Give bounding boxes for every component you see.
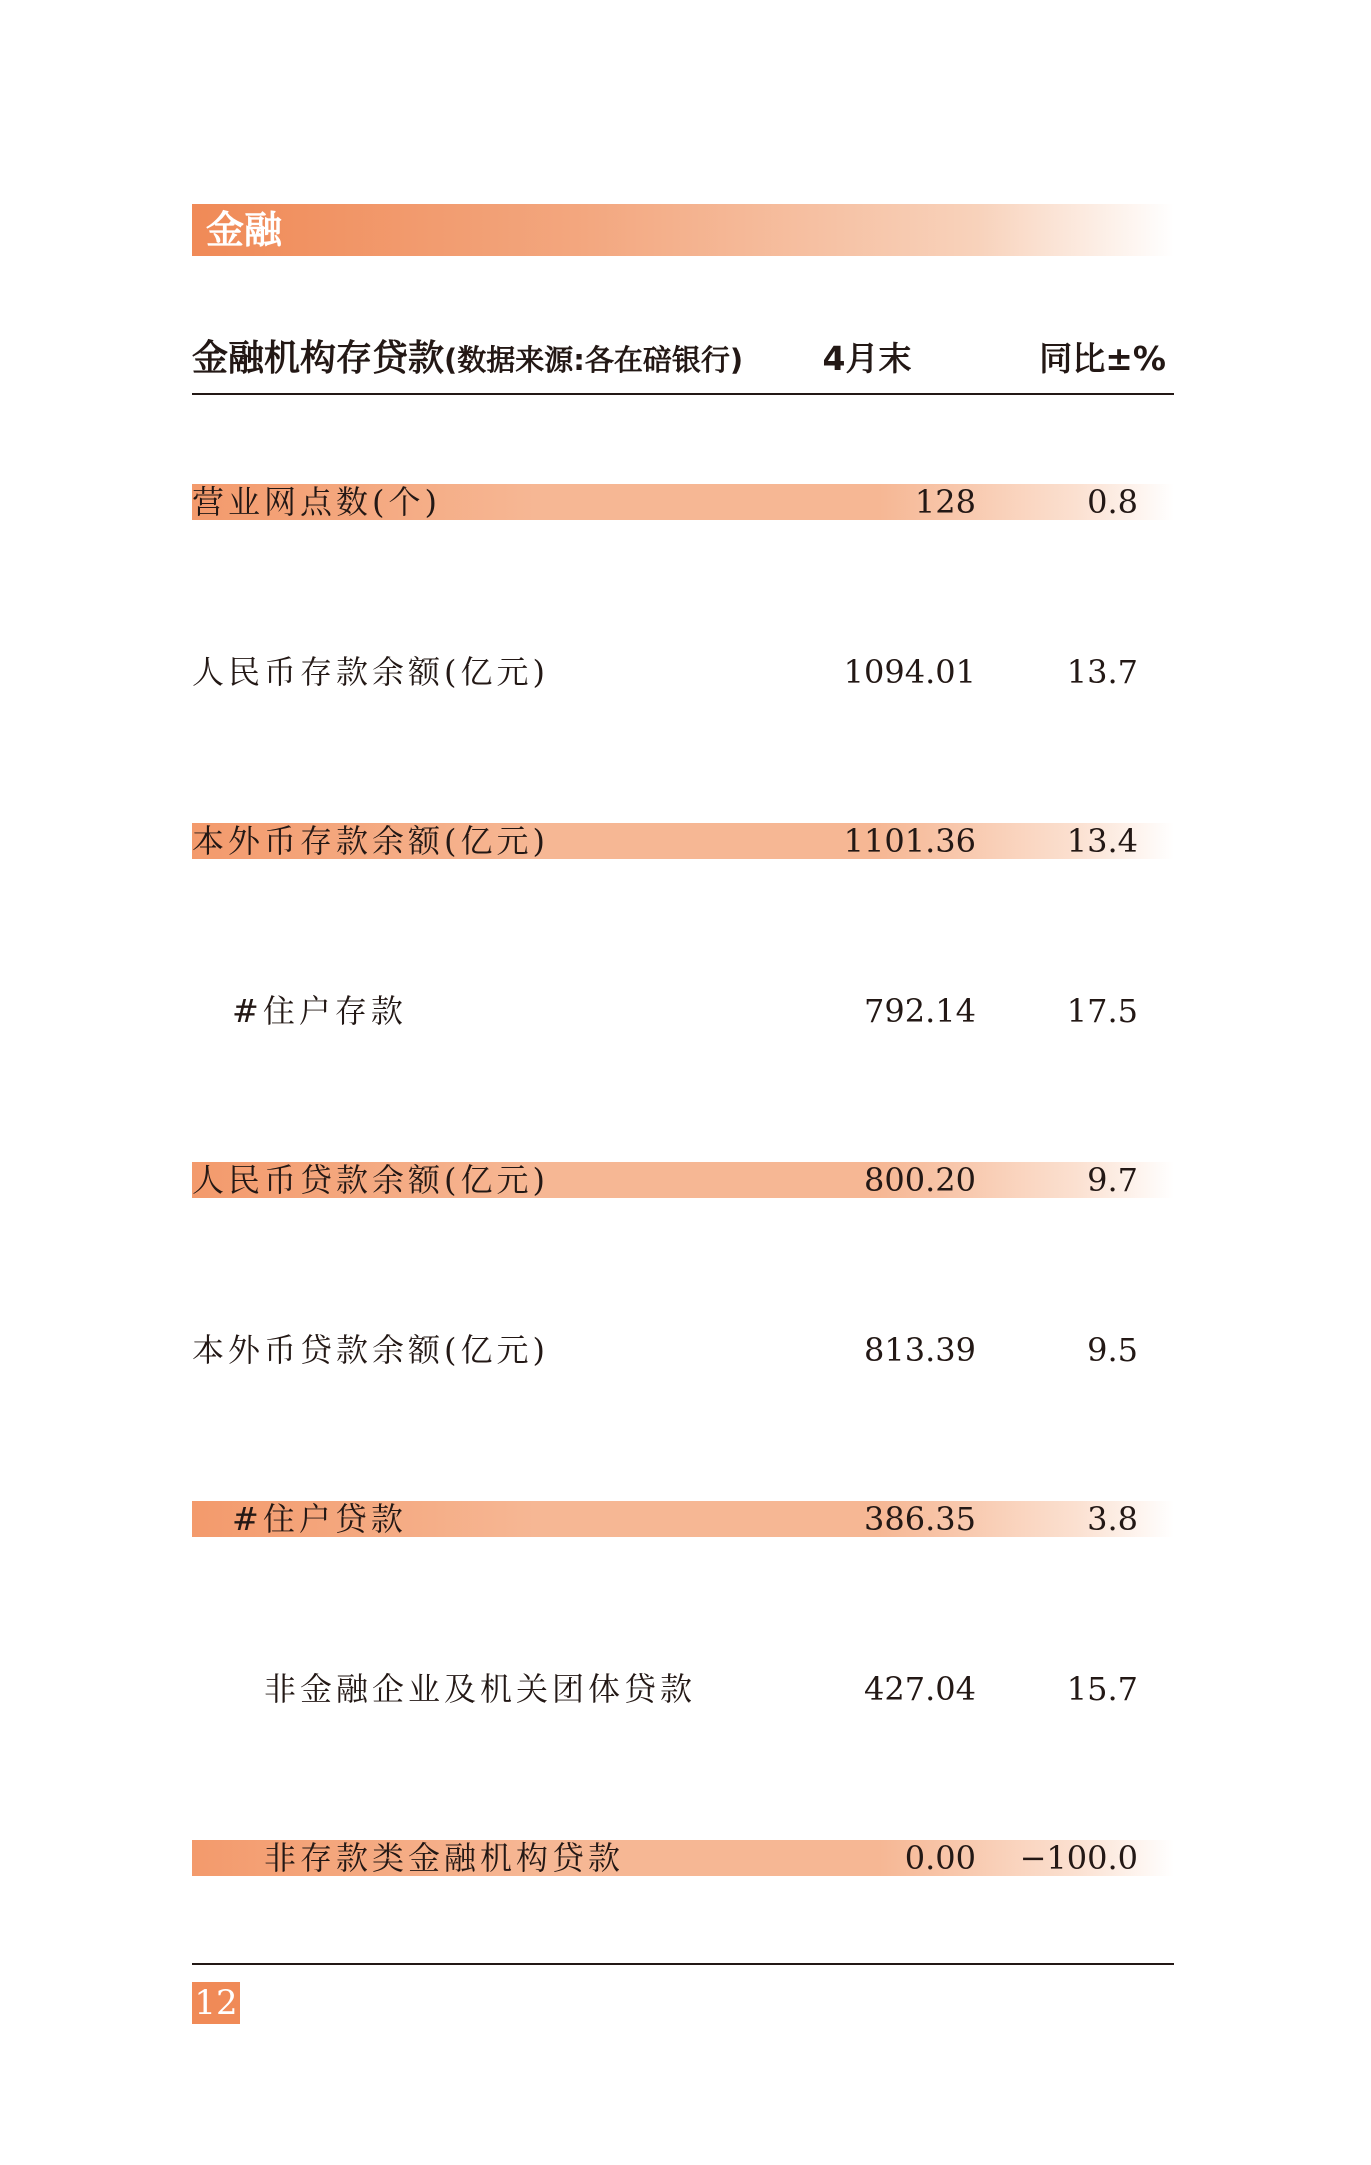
header-divider xyxy=(192,393,1174,395)
table-row xyxy=(192,1501,1174,1537)
row-label: #住户贷款 xyxy=(232,1500,407,1538)
row-value: 800.20 xyxy=(864,1161,976,1199)
table-title: 金融机构存贷款 xyxy=(192,338,445,379)
row-label: 非金融企业及机关团体贷款 xyxy=(264,1670,697,1708)
row-change: −100.0 xyxy=(1019,1839,1138,1877)
row-change: 9.7 xyxy=(1087,1161,1138,1199)
table-row xyxy=(192,1671,1174,1707)
row-value: 1094.01 xyxy=(843,653,976,691)
row-change: 13.4 xyxy=(1066,822,1138,860)
row-change: 9.5 xyxy=(1087,1331,1138,1369)
row-label: #住户存款 xyxy=(232,992,407,1030)
row-change: 13.7 xyxy=(1066,653,1138,691)
row-value: 128 xyxy=(914,483,976,521)
row-change: 15.7 xyxy=(1066,1670,1138,1708)
column-header-yoy: 同比±% xyxy=(1039,339,1166,378)
section-banner xyxy=(192,204,1174,256)
page-number: 12 xyxy=(192,1982,240,2024)
row-change: 0.8 xyxy=(1087,483,1138,521)
row-label: 人民币存款余额(亿元) xyxy=(192,653,549,691)
row-change: 17.5 xyxy=(1066,992,1138,1030)
row-change: 3.8 xyxy=(1087,1500,1138,1538)
row-label: 非存款类金融机构贷款 xyxy=(264,1839,625,1877)
column-header-period: 4月末 xyxy=(822,339,912,378)
row-value: 0.00 xyxy=(904,1839,976,1877)
row-label: 人民币贷款余额(亿元) xyxy=(192,1161,549,1199)
table-row xyxy=(192,484,1174,520)
footer-divider xyxy=(192,1963,1174,1965)
table-row xyxy=(192,1162,1174,1198)
row-label: 本外币存款余额(亿元) xyxy=(192,822,549,860)
section-title: 金融 xyxy=(206,208,283,252)
row-value: 813.39 xyxy=(864,1331,976,1369)
table-row xyxy=(192,1840,1174,1876)
row-value: 1101.36 xyxy=(843,822,976,860)
row-value: 386.35 xyxy=(864,1500,976,1538)
row-value: 792.14 xyxy=(864,992,976,1030)
row-label: 营业网点数(个) xyxy=(192,483,441,521)
table-row xyxy=(192,823,1174,859)
table-header xyxy=(192,328,1174,390)
table-row xyxy=(192,1332,1174,1368)
table-title-group xyxy=(192,328,743,391)
row-value: 427.04 xyxy=(864,1670,976,1708)
table-row xyxy=(192,654,1174,690)
data-source-note: (数据来源:各在碚银行) xyxy=(444,343,744,377)
row-label: 本外币贷款余额(亿元) xyxy=(192,1331,549,1369)
table-row xyxy=(192,993,1174,1029)
